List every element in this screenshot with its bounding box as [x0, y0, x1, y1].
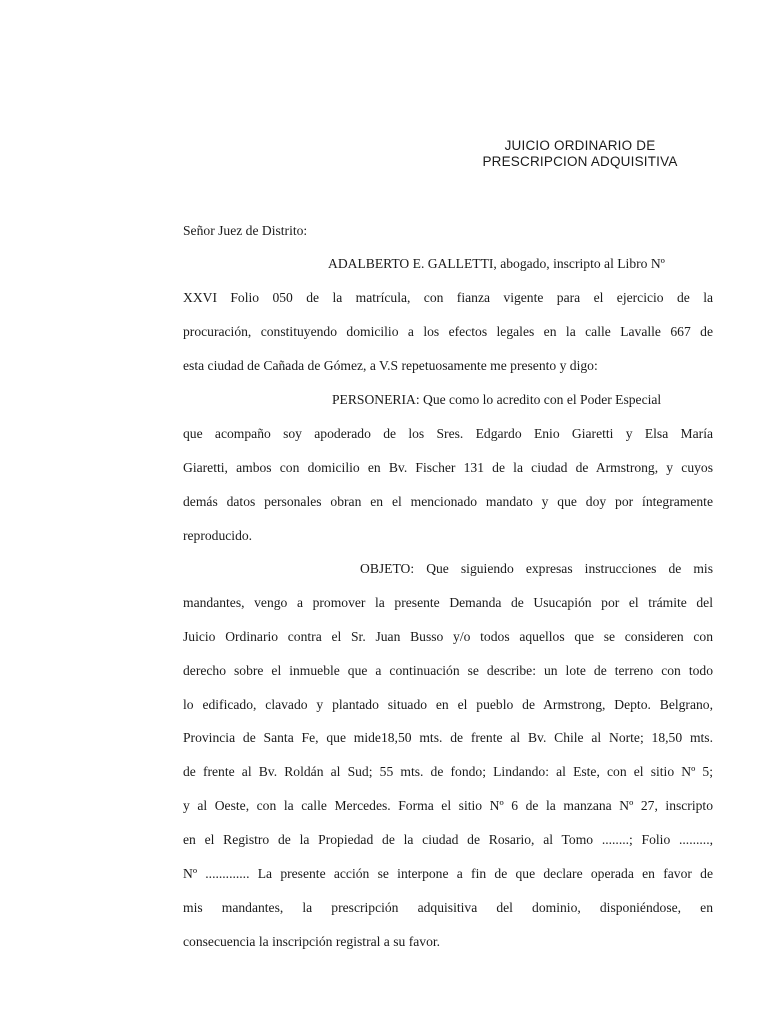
paragraph-appearance: [183, 247, 713, 383]
paragraph-line: PERSONERIA: Que como lo acredito con el Poder Especial: [332, 392, 662, 407]
paragraph-line: ADALBERTO E. GALLETTI, abogado, inscripto al Libro Nº: [328, 256, 665, 271]
title-line-2: PRESCRIPCION ADQUISITIVA: [482, 154, 678, 169]
paragraph-line: derecho sobre el inmueble que a continuación se describe: un lote de terreno con todo: [183, 662, 713, 678]
salutation: Señor Juez de Distrito:: [183, 223, 308, 238]
document-title: [440, 138, 720, 170]
paragraph-line: reproducido.: [183, 527, 253, 543]
paragraph-line: esta ciudad de Cañada de Gómez, a V.S repetuosamente me presento y digo:: [183, 357, 598, 373]
paragraph-line: mis mandantes, la prescripción adquisitiva del dominio, disponiéndose, en: [183, 899, 713, 915]
paragraph-line: de frente al Bv. Roldán al Sud; 55 mts. de fondo; Lindando: al Este, con el sitio Nº 5;: [183, 764, 713, 780]
paragraph-line: consecuencia la inscripción registral a su favor.: [183, 933, 441, 949]
paragraph-personeria: [183, 383, 713, 552]
paragraph-line: XXVI Folio 050 de la matrícula, con fianza vigente para el ejercicio de la: [183, 289, 713, 305]
paragraph-line: Nº ............. La presente acción se interpone a fin de que declare operada en favor de: [183, 866, 713, 882]
paragraph-line: OBJETO: Que siguiendo expresas instrucciones de mis: [360, 561, 713, 576]
paragraph-line: lo edificado, clavado y plantado situado en el pueblo de Armstrong, Depto. Belgrano,: [183, 696, 713, 712]
paragraph-line: y al Oeste, con la calle Mercedes. Forma el sitio Nº 6 de la manzana Nº 27, inscripto: [183, 798, 713, 814]
paragraph-line: demás datos personales obran en el mencionado mandato y que doy por íntegramente: [183, 493, 713, 509]
paragraph-line: Giaretti, ambos con domicilio en Bv. Fischer 131 de la ciudad de Armstrong, y cuyos: [183, 459, 713, 475]
paragraph-line: en el Registro de la Propiedad de la ciudad de Rosario, al Tomo ........; Folio .........,: [183, 832, 713, 848]
paragraph-objeto: [183, 552, 713, 959]
paragraph-line: que acompaño soy apoderado de los Sres. Edgardo Enio Giaretti y Elsa María: [183, 425, 713, 441]
paragraph-line: Provincia de Santa Fe, que mide18,50 mts. de frente al Bv. Chile al Norte; 18,50 mts.: [183, 730, 713, 746]
paragraph-line: mandantes, vengo a promover la presente Demanda de Usucapión por el trámite del: [183, 594, 713, 610]
paragraph-line: procuración, constituyendo domicilio a los efectos legales en la calle Lavalle 667 de: [183, 323, 713, 339]
title-line-1: JUICIO ORDINARIO DE: [504, 138, 656, 153]
paragraph-line: Juicio Ordinario contra el Sr. Juan Busso y/o todos aquellos que se consideren con: [183, 628, 713, 644]
